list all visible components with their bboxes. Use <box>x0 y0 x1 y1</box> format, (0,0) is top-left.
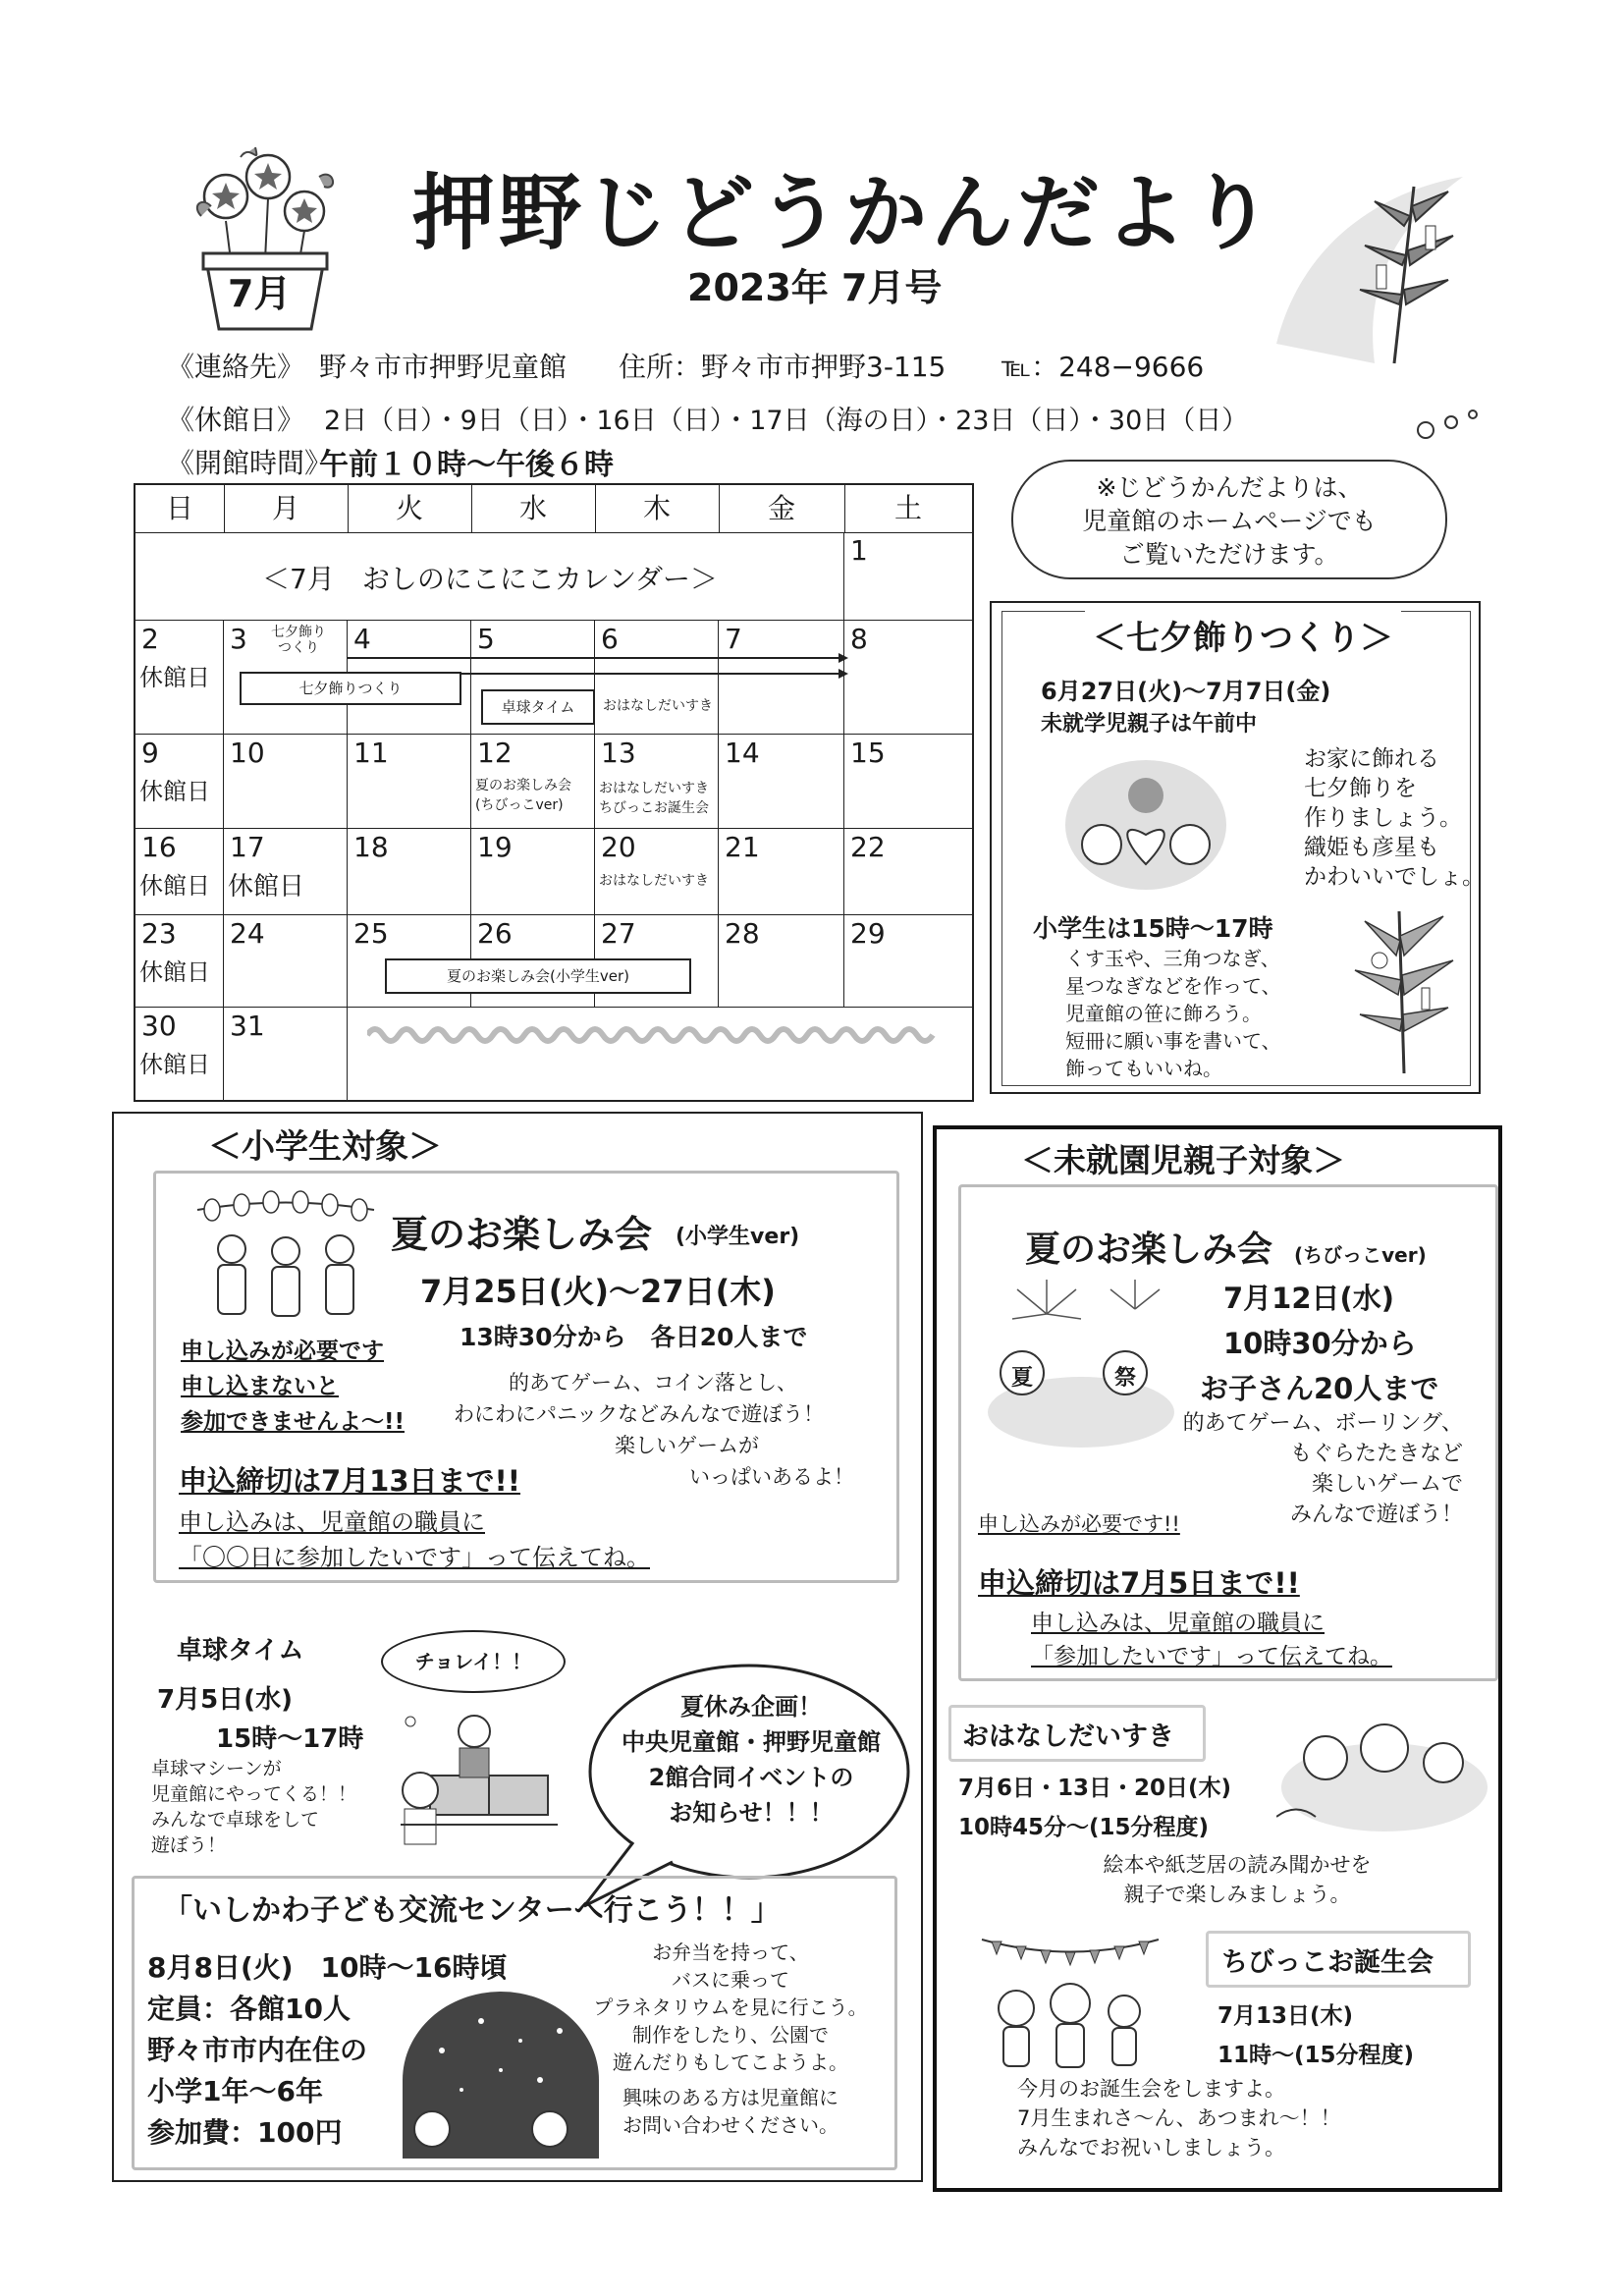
tanabata-preschool-note: 未就学児親子は午前中 <box>1041 712 1258 737</box>
closed-label: 休館日 <box>228 872 305 902</box>
day-number: 18 <box>353 831 389 863</box>
event-ohanashi-6: おはなしだいすき <box>603 698 713 714</box>
event-summer-chibikko: 夏のお楽しみ会 (ちびっこver) <box>475 778 571 813</box>
ishikawa-title: 「いしかわ子ども交流センターへ行こう！！」 <box>163 1893 781 1928</box>
preschool-apply-note-2: 「参加したいです」って伝えてね。 <box>1031 1644 1392 1669</box>
summer-elementary-desc-1: 的あてゲーム、コイン落とし、 <box>509 1371 797 1394</box>
event-calendar <box>134 483 974 1102</box>
need-apply-line: 申し込みが必要です <box>181 1339 384 1364</box>
preschool-heading: ＜未就園児親子対象＞ <box>1021 1141 1345 1179</box>
day-number: 21 <box>725 831 760 863</box>
day-number: 20 <box>601 831 636 863</box>
day-number: 11 <box>353 737 389 769</box>
day-cell-20 <box>595 829 719 915</box>
event-summer-elementary-bar: 夏のお楽しみ会(小学生ver) <box>385 958 691 994</box>
summer-preschool-date: 7月12日(水) <box>1223 1282 1395 1315</box>
day-number: 31 <box>230 1010 265 1042</box>
tanabata-desc-line: 織姫も彦星も <box>1304 835 1439 860</box>
day-cell-9 <box>135 735 224 829</box>
tanabata-elementary-description <box>1065 945 1281 1082</box>
summer-preschool-title: 夏のお楽しみ会 <box>1025 1230 1273 1270</box>
story-desc-line: 絵本や紙芝居の読み聞かせを <box>1103 1853 1372 1877</box>
summer-project-line: 2館合同イベントの <box>648 1764 854 1791</box>
day-cell-13 <box>595 735 719 829</box>
ishikawa-date: 8月8日(火) 10時〜16時頃 <box>147 1951 508 1984</box>
day-cell-2 <box>135 621 224 735</box>
summer-preschool-desc-line: みんなで遊ぼう！ <box>1289 1503 1463 1527</box>
day-cell-28 <box>719 915 844 1008</box>
birthday-desc-line: みんなでお祝いしましょう。 <box>1017 2136 1285 2159</box>
pingpong-desc-line: 遊ぼう！ <box>151 1834 227 1856</box>
event-ohanashi-13: おはなしだいすき <box>599 781 709 796</box>
ishikawa-fee: 参加費：100円 <box>147 2116 343 2149</box>
tanabata-elem-line: 短冊に願い事を書いて、 <box>1065 1029 1281 1053</box>
telephone: ℡：248−9666 <box>1001 351 1205 383</box>
elementary-apply-note-2: 「〇〇日に参加したいです」って伝えてね。 <box>179 1544 650 1571</box>
bamboo-branch-illustration <box>1325 902 1473 1078</box>
tanabata-desc-line: かわいいでしょ。 <box>1304 864 1485 890</box>
day-number: 17 <box>230 831 265 863</box>
day-number: 6 <box>601 623 619 655</box>
closed-label: 休館日 <box>139 958 210 986</box>
hours-value: 午前１０時〜午後６時 <box>319 448 614 482</box>
story-title: おはなしだいすき <box>962 1722 1174 1752</box>
event-ohanashi-20: おはなしだいすき <box>599 873 709 889</box>
weekday-tue: 火 <box>348 485 472 533</box>
summer-elementary-dates: 7月25日(火)〜27日(木) <box>420 1273 776 1310</box>
day-number: 23 <box>141 917 177 950</box>
weekday-sat: 土 <box>844 485 972 533</box>
closed-label: 休館日 <box>139 1051 210 1078</box>
birthday-title: ちびっこお誕生会 <box>1221 1947 1434 1978</box>
need-apply-line: 申し込まないと <box>181 1374 339 1399</box>
summer-elementary-desc-3: 楽しいゲームが <box>615 1434 759 1457</box>
day-number: 10 <box>230 737 265 769</box>
pingpong-speech-bubble: チョレイ！！ <box>381 1630 566 1693</box>
weekday-wed: 水 <box>471 485 596 533</box>
day-number: 1 <box>850 534 868 567</box>
tanabata-heading: ＜七夕飾りつくり＞ <box>1085 611 1401 659</box>
day-cell-15 <box>844 735 972 829</box>
elementary-deadline: 申込締切は7月13日まで!! <box>179 1464 520 1498</box>
day-number: 8 <box>850 623 868 655</box>
birthday-desc-line: 今月のお誕生会をしますよ。 <box>1017 2077 1285 2101</box>
tanabata-elem-line: 飾ってもいいね。 <box>1065 1057 1222 1080</box>
day-number: 24 <box>230 917 265 950</box>
day-number: 2 <box>141 623 159 655</box>
day-number: 14 <box>725 737 760 769</box>
day-number: 30 <box>141 1010 177 1042</box>
day-cell-18 <box>348 829 471 915</box>
newsletter-title: 押野じどうかんだより <box>412 165 1277 261</box>
pot-label: 7月 <box>228 272 292 315</box>
day-cell-21 <box>719 829 844 915</box>
day-cell-19 <box>471 829 595 915</box>
weekday-thu: 木 <box>595 485 720 533</box>
contact-value: 野々市市押野児童館 <box>319 351 568 383</box>
holidays-label: 《休館日》 <box>167 404 305 436</box>
day-cell-12 <box>471 735 595 829</box>
summer-preschool-desc-line: もぐらたたきなど <box>1289 1442 1463 1466</box>
ishikawa-desc-line: 興味のある方は児童館に <box>622 2086 839 2109</box>
tanabata-elementary-time: 小学生は15時〜17時 <box>1033 914 1273 943</box>
day-number: 5 <box>477 623 495 655</box>
birthday-date: 7月13日(木) <box>1217 2003 1354 2029</box>
day-cell-14 <box>719 735 844 829</box>
pingpong-description <box>151 1756 356 1858</box>
calendar-banner-cell <box>135 532 844 621</box>
day-number: 26 <box>477 917 513 950</box>
weekday-sun: 日 <box>135 485 225 533</box>
day-cell-10 <box>224 735 348 829</box>
note-line-2: 児童館のホームページでも <box>1082 507 1377 535</box>
pingpong-illustration <box>391 1707 568 1854</box>
tanabata-elem-line: 星つなぎなどを作って、 <box>1065 974 1281 998</box>
day-number: 19 <box>477 831 513 863</box>
pingpong-desc-line: 児童館にやってくる！！ <box>151 1783 357 1805</box>
address: 住所：野々市市押野3-115 <box>619 351 947 383</box>
event-birthday-13: ちびっこお誕生会 <box>599 800 709 816</box>
bubble-dots <box>1414 403 1492 442</box>
pingpong-desc-line: 卓球マシーンが <box>151 1758 282 1779</box>
summer-project-line: 中央児童館・押野児童館 <box>622 1728 881 1756</box>
preschool-apply-note-1: 申し込みは、児童館の職員に <box>1031 1611 1325 1636</box>
day-cell-16 <box>135 829 224 915</box>
day-number: 12 <box>477 737 513 769</box>
day-number: 27 <box>601 917 636 950</box>
planetarium-illustration <box>403 1992 599 2159</box>
issue-label: 2023年 7月号 <box>687 266 943 309</box>
elementary-need-apply <box>181 1334 405 1440</box>
day-number: 9 <box>141 737 159 769</box>
tanabata-dates: 6月27日(火)〜7月7日(金) <box>1041 678 1331 705</box>
birthday-desc-line: 7月生まれさ〜ん、あつまれ〜！！ <box>1017 2106 1341 2130</box>
hours-label: 《開館時間》 <box>167 447 333 479</box>
event-tanabata-note: 七夕飾り つくり <box>271 625 326 656</box>
closed-label: 休館日 <box>139 872 210 900</box>
story-desc-line: 親子で楽しみましょう。 <box>1123 1883 1351 1906</box>
ishikawa-desc-line: プラネタリウムを見に行こう。 <box>593 1995 868 2019</box>
pingpong-time: 15時〜17時 <box>216 1724 364 1754</box>
summer-elementary-desc-4: いっぱいあるよ！ <box>689 1465 854 1489</box>
note-line-1: ※じどうかんだよりは、 <box>1096 473 1363 502</box>
summer-preschool-suffix: (ちびっこver) <box>1294 1243 1427 1267</box>
day-number: 16 <box>141 831 177 863</box>
day-cell-1 <box>844 532 972 621</box>
day-number: 22 <box>850 831 886 863</box>
day-number: 3 <box>230 623 247 655</box>
day-number: 4 <box>353 623 371 655</box>
summer-project-text <box>589 1689 913 1831</box>
note-line-3: ご覧いただけます。 <box>1119 540 1339 569</box>
story-dates: 7月6日・13日・20日(木) <box>958 1776 1232 1801</box>
day-number: 7 <box>725 623 742 655</box>
homepage-note-cloud <box>1011 460 1447 579</box>
day-number: 25 <box>353 917 389 950</box>
tanabata-desc-line: 作りましょう。 <box>1304 805 1462 831</box>
pingpong-desc-line: みんなで卓球をして <box>151 1809 320 1831</box>
summer-elementary-suffix: (小学生ver) <box>676 1225 800 1249</box>
summer-preschool-desc-line: 楽しいゲームで <box>1311 1472 1463 1497</box>
story-time: 10時45分〜(15分程度) <box>958 1815 1210 1840</box>
ishikawa-desc-line: お問い合わせください。 <box>622 2113 839 2137</box>
elementary-apply-note-1: 申し込みは、児童館の職員に <box>179 1508 485 1536</box>
day-cell-8 <box>844 621 972 735</box>
day-cell-23 <box>135 915 224 1008</box>
day-number: 13 <box>601 737 636 769</box>
weekday-mon: 月 <box>224 485 349 533</box>
day-cell-24 <box>224 915 348 1008</box>
birthday-kids-illustration <box>972 1925 1168 2082</box>
day-cell-11 <box>348 735 471 829</box>
elementary-heading: ＜小学生対象＞ <box>208 1127 442 1167</box>
day-cell-17 <box>224 829 348 915</box>
fan-label-summer: 夏 <box>1011 1366 1034 1391</box>
ishikawa-desc-line: 制作をしたり、公園で <box>632 2023 829 2047</box>
closed-label: 休館日 <box>139 664 210 691</box>
day-cell-31 <box>224 1008 348 1100</box>
story-description <box>1080 1850 1394 1909</box>
weekday-fri: 金 <box>719 485 845 533</box>
tanabata-elem-line: くす玉や、三角つなぎ、 <box>1065 947 1280 970</box>
summer-elementary-title: 夏のお楽しみ会 <box>391 1213 653 1256</box>
day-number: 29 <box>850 917 886 950</box>
summer-elementary-desc-2: わにわにパニックなどみんなで遊ぼう！ <box>454 1402 825 1426</box>
festival-kids-illustration <box>192 1190 379 1328</box>
preschool-need-apply: 申し込みが必要です!! <box>978 1512 1180 1536</box>
ishikawa-desc-line: 遊んだりもしてこようよ。 <box>613 2050 848 2074</box>
closed-label: 休館日 <box>139 778 210 805</box>
calendar-banner: ＜7月 おしのにこにこカレンダー＞ <box>262 563 718 595</box>
tanabata-desc-line: お家に飾れる <box>1304 746 1439 772</box>
fan-label-festival: 祭 <box>1114 1366 1137 1391</box>
day-number: 28 <box>725 917 760 950</box>
ishikawa-capacity: 定員：各館10人 <box>147 1993 351 2025</box>
birthday-description <box>1017 2074 1341 2162</box>
decorative-garland <box>367 1023 947 1047</box>
day-number: 15 <box>850 737 886 769</box>
day-cell-22 <box>844 829 972 915</box>
holidays-value: 2日（日）・9日（日）・16日（日）・17日（海の日）・23日（日）・30日（日） <box>324 406 1249 436</box>
summer-project-line: 夏休み企画！ <box>680 1693 822 1721</box>
ishikawa-desc-line: お弁当を持って、 <box>652 1941 809 1964</box>
tanabata-bamboo-illustration <box>1247 167 1483 373</box>
pingpong-date: 7月5日(水) <box>157 1685 293 1715</box>
ishikawa-target-1: 野々市市内在住の <box>147 2034 368 2066</box>
pingpong-title: 卓球タイム <box>177 1636 304 1666</box>
tanabata-desc-line: 七夕飾りを <box>1304 776 1417 801</box>
tanabata-description <box>1304 744 1485 892</box>
summer-project-line: お知らせ！！！ <box>669 1799 834 1827</box>
summer-preschool-capacity: お子さん20人まで <box>1200 1372 1439 1405</box>
contact-label: 《連絡先》 <box>167 351 305 383</box>
tanabata-kids-illustration <box>1062 756 1229 894</box>
birthday-time: 11時〜(15分程度) <box>1217 2043 1415 2068</box>
ishikawa-description <box>583 1939 878 2139</box>
need-apply-line: 参加できませんよ〜!! <box>181 1409 405 1435</box>
event-pingpong-box: 卓球タイム <box>481 689 595 725</box>
ishikawa-desc-line: バスに乗って <box>672 1968 789 1992</box>
summer-preschool-desc-line: 的あてゲーム、ボーリング、 <box>1182 1411 1463 1436</box>
ishikawa-target-2: 小学1年〜6年 <box>147 2075 323 2107</box>
day-cell-30 <box>135 1008 224 1100</box>
day-cell-29 <box>844 915 972 1008</box>
summer-preschool-time: 10時30分から <box>1223 1327 1417 1360</box>
event-tanabata-bar: 七夕飾りつくり <box>240 672 461 705</box>
tanabata-elem-line: 児童館の笹に飾ろう。 <box>1065 1002 1262 1025</box>
story-animals-illustration <box>1276 1709 1492 1836</box>
summer-elementary-time: 13時30分から 各日20人まで <box>460 1323 808 1351</box>
preschool-deadline: 申込締切は7月5日まで!! <box>978 1566 1300 1600</box>
